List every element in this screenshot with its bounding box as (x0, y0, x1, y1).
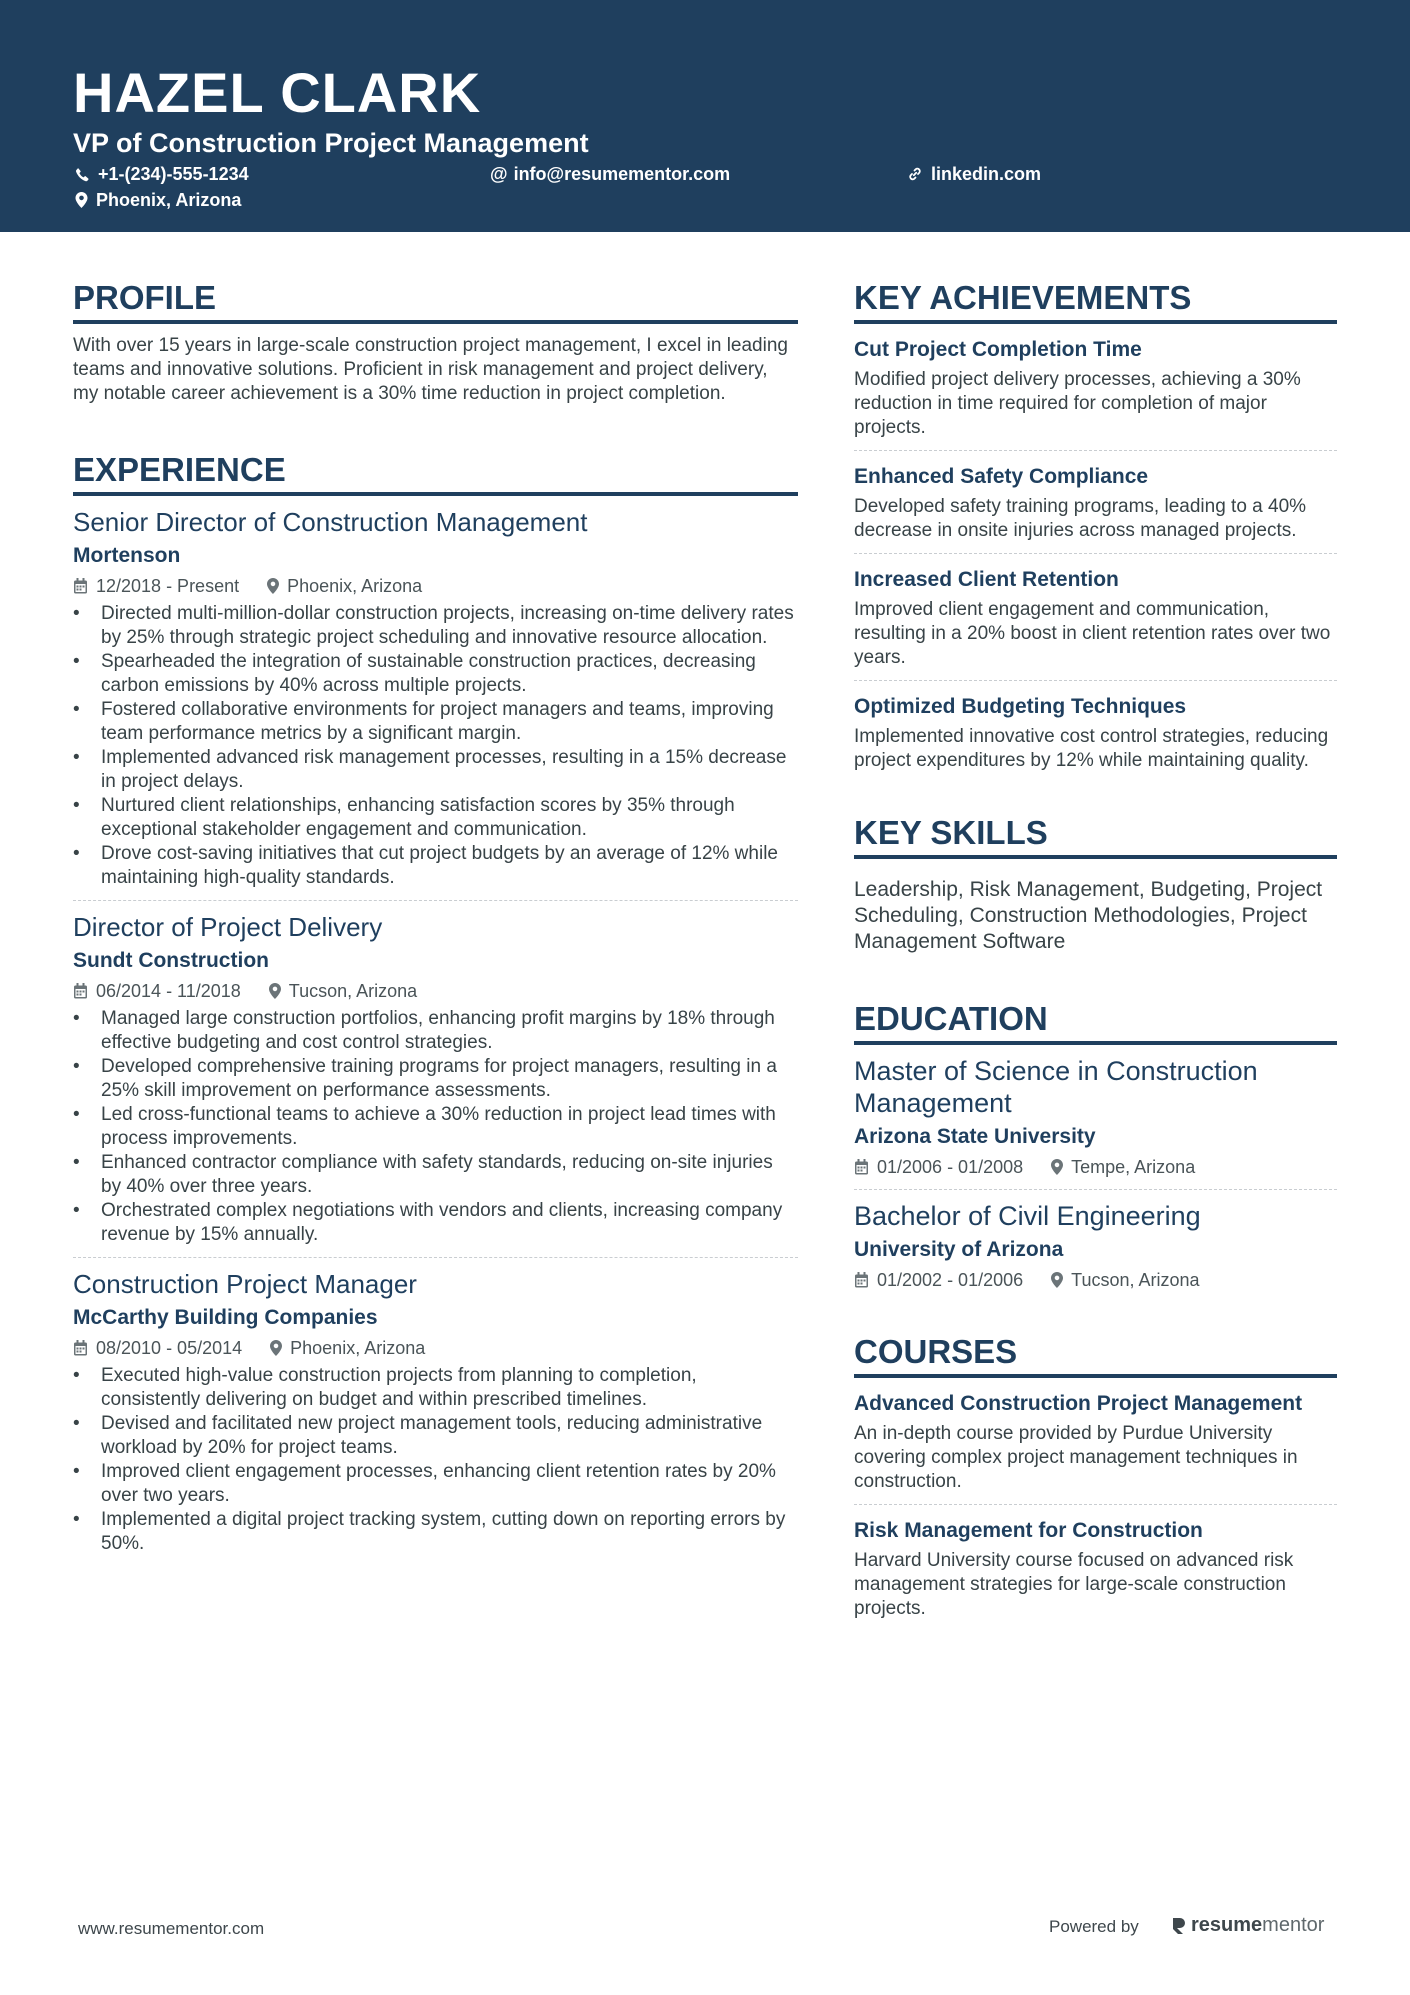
experience-job-title: Construction Project Manager (73, 1269, 417, 1299)
achievement-entry (854, 553, 1337, 680)
education-list (854, 1045, 1337, 1302)
education-degree: Master of Science in Construction Management (854, 1056, 1258, 1118)
education-school: University of Arizona (854, 1238, 1064, 1261)
achievement-desc: Improved client engagement and communication, resulting in a 20% boost in client retention rates over two years. (854, 599, 1331, 668)
course-desc: An in-depth course provided by Purdue University covering complex project management techniques in construction. (854, 1423, 1298, 1492)
course-title: Advanced Construction Project Management (854, 1392, 1303, 1415)
achievement-desc: Implemented innovative cost control strategies, reducing project expenditures by 12% while maintaining quality. (854, 726, 1329, 771)
achievement-title: Optimized Budgeting Techniques (854, 695, 1187, 718)
education-entry (854, 1045, 1337, 1189)
course-desc: Harvard University course focused on advanced risk management strategies for large-scale construction projects. (854, 1550, 1294, 1619)
footer-logo-bold: resume (1191, 1914, 1263, 1936)
calendar-icon (73, 983, 88, 999)
experience-location (269, 979, 417, 1003)
achievement-entry (854, 324, 1337, 450)
experience-meta (73, 574, 798, 598)
experience-bullet: • Spearheaded the integration of sustainable construction practices, decreasing carbon emissions by 40% across multiple projects. (73, 650, 798, 698)
map-pin-icon (1051, 1159, 1063, 1175)
experience-dates (73, 1336, 242, 1360)
left-column (73, 278, 798, 1566)
achievement-title: Enhanced Safety Compliance (854, 465, 1149, 488)
experience-bullet: • Implemented advanced risk management processes, resulting in a 15% decrease in project delays. (73, 746, 798, 794)
experience-bullet: • Orchestrated complex negotiations with vendors and clients, increasing company revenue by 15% annually. (73, 1199, 798, 1247)
course-entry (854, 1504, 1337, 1631)
experience-bullet: • Directed multi-million-dollar construction projects, increasing on-time delivery rates by 25% through strategic project scheduling and innovative resource allocation. (73, 602, 798, 650)
footer-website[interactable]: www.resumementor.com (78, 1919, 265, 1938)
achievement-desc: Developed safety training programs, leading to a 40% decrease in onsite injuries across managed projects. (854, 496, 1307, 541)
experience-location-text: Phoenix, Arizona (290, 1338, 426, 1358)
education-location (1051, 1155, 1195, 1179)
resumementor-logo-icon (1171, 1916, 1187, 1936)
experience-bullet: • Enhanced contractor compliance with safety standards, reducing on-site injuries by 40% over three years. (73, 1151, 798, 1199)
contact-email-text[interactable]: info@resumementor.com (513, 164, 731, 184)
map-pin-icon (267, 578, 279, 594)
skills-heading: KEY SKILLS (854, 813, 1337, 859)
experience-company: McCarthy Building Companies (73, 1306, 378, 1329)
education-heading: EDUCATION (854, 999, 1337, 1045)
experience-bullet: • Implemented a digital project tracking system, cutting down on reporting errors by 50%. (73, 1508, 798, 1556)
footer-logo-light: mentor (1262, 1914, 1325, 1936)
education-location (1051, 1268, 1199, 1292)
resume-header (0, 0, 1410, 232)
experience-location-text: Phoenix, Arizona (287, 576, 423, 596)
experience-heading: EXPERIENCE (73, 450, 798, 496)
education-meta (854, 1268, 1337, 1292)
experience-bullet: • Developed comprehensive training programs for project managers, resulting in a 25% skill improvement on performance assessments. (73, 1055, 798, 1103)
courses-list (854, 1378, 1337, 1631)
profile-heading: PROFILE (73, 278, 798, 324)
achievement-title: Cut Project Completion Time (854, 338, 1142, 361)
experience-location-text: Tucson, Arizona (288, 981, 418, 1001)
experience-bullet: • Nurtured client relationships, enhancing satisfaction scores by 35% through exceptional stakeholder engagement and communication. (73, 794, 798, 842)
experience-bullets (73, 602, 798, 890)
experience-entry (73, 496, 798, 900)
education-dates-text: 01/2006 - 01/2008 (877, 1157, 1024, 1177)
education-school: Arizona State University (854, 1125, 1096, 1148)
contact-location (75, 188, 241, 212)
experience-entry (73, 1257, 798, 1566)
achievement-entry (854, 450, 1337, 553)
education-degree: Bachelor of Civil Engineering (854, 1201, 1201, 1231)
experience-meta (73, 979, 798, 1003)
contact-phone (75, 162, 249, 186)
candidate-title: VP of Construction Project Management (73, 128, 589, 158)
course-title: Risk Management for Construction (854, 1519, 1203, 1542)
experience-dates (73, 979, 241, 1003)
experience-bullet: • Managed large construction portfolios, enhancing profit margins by 18% through effective budgeting and cost control strategies. (73, 1007, 798, 1055)
calendar-icon (854, 1272, 869, 1288)
experience-dates (73, 574, 239, 598)
right-column (854, 278, 1337, 1631)
experience-entry (73, 900, 798, 1257)
courses-heading: COURSES (854, 1332, 1337, 1378)
education-entry (854, 1189, 1337, 1302)
calendar-icon (73, 1340, 88, 1356)
achievement-title: Increased Client Retention (854, 568, 1119, 591)
achievement-desc: Modified project delivery processes, achieving a 30% reduction in time required for completion of major projects. (854, 369, 1301, 438)
skills-text: Leadership, Risk Management, Budgeting, Project Scheduling, Construction Methodologies, Project Management Software (854, 878, 1323, 953)
at-icon: @ (490, 164, 508, 184)
experience-company: Mortenson (73, 544, 181, 567)
experience-job-title: Senior Director of Construction Management (73, 507, 588, 537)
experience-job-title: Director of Project Delivery (73, 912, 383, 942)
experience-dates-text: 08/2010 - 05/2014 (96, 1338, 243, 1358)
experience-company: Sundt Construction (73, 949, 269, 972)
link-icon (907, 166, 923, 182)
experience-list (73, 496, 798, 1566)
map-pin-icon (75, 192, 88, 208)
achievements-heading: KEY ACHIEVEMENTS (854, 278, 1337, 324)
map-pin-icon (270, 1340, 282, 1356)
experience-bullet: • Led cross-functional teams to achieve a 30% reduction in project lead times with process improvements. (73, 1103, 798, 1151)
candidate-name: HAZEL CLARK (73, 61, 482, 124)
footer-powered-by: Powered by (1049, 1917, 1139, 1936)
experience-bullet: • Drove cost-saving initiatives that cut project budgets by an average of 12% while maintaining high-quality standards. (73, 842, 798, 890)
experience-dates-text: 12/2018 - Present (96, 576, 240, 596)
experience-dates-text: 06/2014 - 11/2018 (96, 981, 241, 1001)
profile-text: With over 15 years in large-scale construction project management, I excel in leading teams and innovative solutions. Proficient in risk management and project delivery, my notable career achievement is a 30% time reduction in project completion. (73, 335, 788, 404)
footer-logo[interactable] (1171, 1914, 1324, 1937)
map-pin-icon (269, 983, 281, 999)
calendar-icon (854, 1159, 869, 1175)
contact-linkedin-text[interactable]: linkedin.com (931, 164, 1042, 184)
contact-linkedin[interactable] (907, 162, 1041, 186)
education-location-text: Tucson, Arizona (1071, 1270, 1200, 1290)
map-pin-icon (1051, 1272, 1063, 1288)
phone-icon (75, 167, 90, 182)
contact-location-text: Phoenix, Arizona (96, 190, 242, 210)
experience-bullet: • Executed high-value construction projects from planning to completion, consistently delivering on budget and within prescribed timelines. (73, 1364, 798, 1412)
experience-bullet: • Devised and facilitated new project management tools, reducing administrative workload by 20% for project teams. (73, 1412, 798, 1460)
education-dates-text: 01/2002 - 01/2006 (877, 1270, 1024, 1290)
contact-phone-text: +1-(234)-555-1234 (98, 164, 249, 184)
experience-bullet: • Fostered collaborative environments for project managers and teams, improving team performance metrics by a significant margin. (73, 698, 798, 746)
calendar-icon (73, 578, 88, 594)
education-dates (854, 1268, 1023, 1292)
education-dates (854, 1155, 1023, 1179)
experience-bullet: • Improved client engagement processes, enhancing client retention rates by 20% over two years. (73, 1460, 798, 1508)
education-location-text: Tempe, Arizona (1071, 1157, 1196, 1177)
course-entry (854, 1378, 1337, 1504)
experience-meta (73, 1336, 798, 1360)
experience-bullets (73, 1364, 798, 1556)
education-meta (854, 1155, 1337, 1179)
experience-location (270, 1336, 425, 1360)
experience-bullets (73, 1007, 798, 1247)
achievements-list (854, 324, 1337, 783)
contact-email[interactable] (490, 162, 730, 186)
achievement-entry (854, 680, 1337, 783)
experience-location (267, 574, 422, 598)
